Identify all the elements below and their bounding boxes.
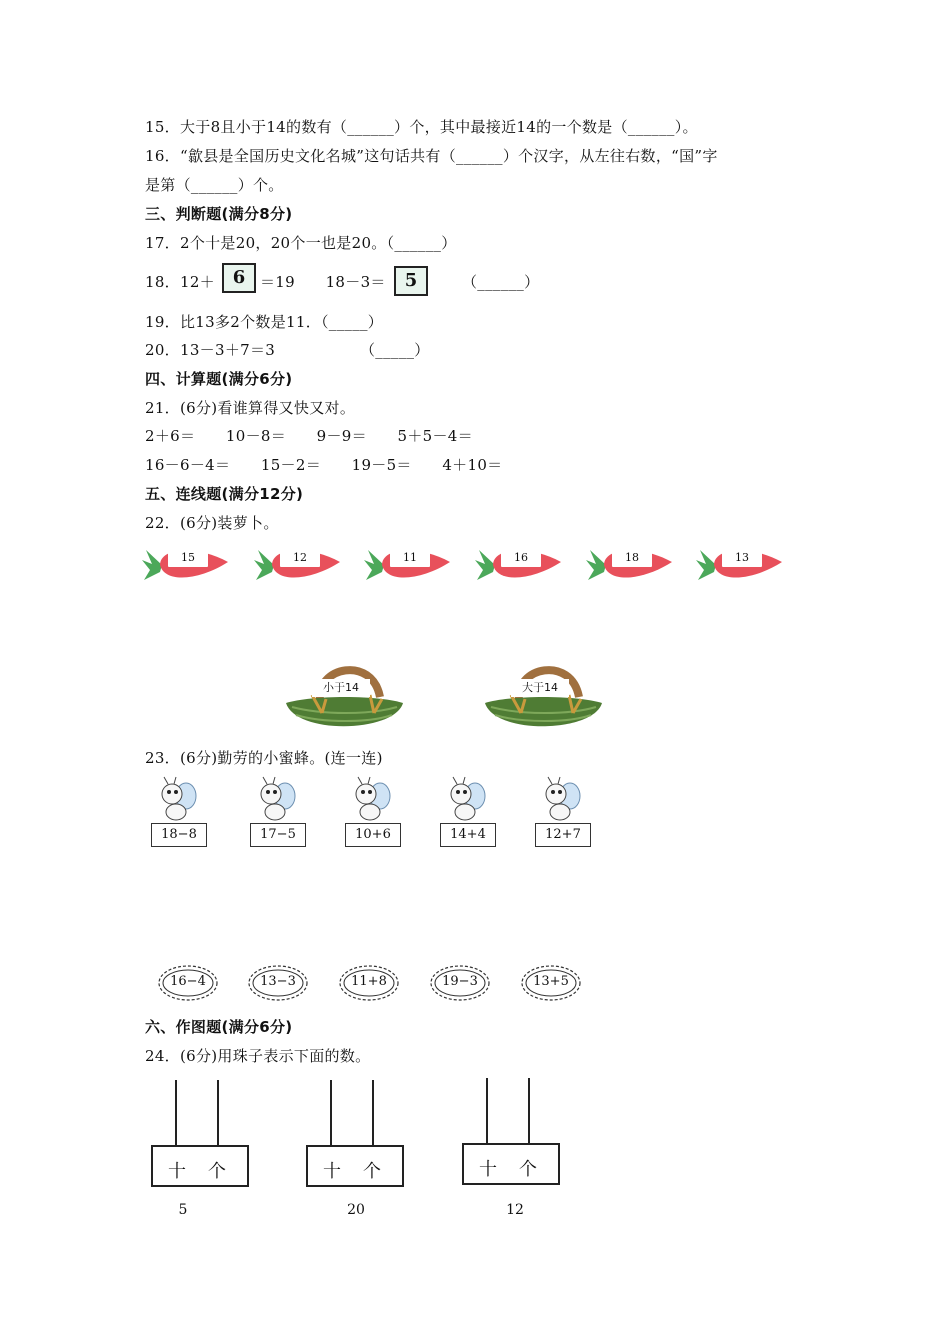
carrot-label: 13 — [722, 549, 762, 567]
carrot-label: 16 — [501, 549, 541, 567]
section-5-heading: 五、连线题(满分12分) — [145, 485, 304, 503]
basket-label-less-than-14: 小于14 — [312, 679, 370, 697]
target-number: 20 — [347, 1202, 365, 1218]
question-15: 15．大于8且小于14的数有（______）个，其中最接近14的一个数是（______）。 — [145, 118, 698, 136]
flower-expression: 13−3 — [260, 974, 296, 989]
question-24: 24．(6分)用珠子表示下面的数。 — [145, 1047, 371, 1065]
flower-expression: 13+5 — [533, 974, 569, 989]
question-18-middle: ＝19 18－3＝ — [260, 273, 386, 291]
question-21: 21．(6分)看谁算得又快又对。 — [145, 399, 356, 417]
target-number: 5 — [178, 1202, 188, 1218]
abacus-icon — [459, 1078, 563, 1190]
bee-icon — [251, 776, 301, 822]
bee-icon — [152, 776, 202, 822]
bee-expression: 12+7 — [535, 823, 591, 847]
flower-expression: 19−3 — [442, 974, 478, 989]
bee-icon — [536, 776, 586, 822]
answer-box-6: 6 — [222, 263, 256, 293]
question-20: 20．13－3＋7＝3 — [145, 341, 276, 359]
abacus-icon — [148, 1078, 252, 1190]
bee-expression: 18−8 — [151, 823, 207, 847]
ones-label: 个 — [363, 1161, 382, 1182]
calc-row-1: 2＋6＝ 10－8＝ 9－9＝ 5＋5－4＝ — [145, 427, 473, 445]
bee-expression: 17−5 — [250, 823, 306, 847]
question-16-line2: 是第（______）个。 — [145, 176, 284, 194]
question-16-line1: 16．“歙县是全国历史文化名城”这句话共有（______）个汉字，从左往右数，“国”字 — [145, 147, 718, 165]
section-3-heading: 三、判断题(满分8分) — [145, 205, 293, 223]
target-number: 12 — [506, 1202, 524, 1218]
tens-label: 十 — [168, 1161, 187, 1182]
abacus-icon — [303, 1078, 407, 1190]
question-18-prefix: 18．12＋ — [145, 273, 215, 291]
carrot-label: 11 — [390, 549, 430, 567]
flower-expression: 11+8 — [351, 974, 387, 989]
carrot-label: 18 — [612, 549, 652, 567]
basket-label-greater-than-14: 大于14 — [511, 679, 569, 697]
carrot-label: 12 — [280, 549, 320, 567]
calc-row-2: 16－6－4＝ 15－2＝ 19－5＝ 4＋10＝ — [145, 456, 503, 474]
bee-icon — [346, 776, 396, 822]
question-18-blank: （______） — [462, 273, 540, 291]
ones-label: 个 — [208, 1161, 227, 1182]
bee-expression: 10+6 — [345, 823, 401, 847]
flower-expression: 16−4 — [170, 974, 206, 989]
question-20-blank: （_____） — [360, 341, 430, 359]
bee-expression: 14+4 — [440, 823, 496, 847]
carrot-label: 15 — [168, 549, 208, 567]
question-22: 22．(6分)装萝卜。 — [145, 514, 279, 532]
question-23: 23．(6分)勤劳的小蜜蜂。(连一连) — [145, 749, 383, 767]
question-19: 19．比13多2个数是11．（_____） — [145, 313, 384, 331]
section-4-heading: 四、计算题(满分6分) — [145, 370, 293, 388]
ones-label: 个 — [519, 1159, 538, 1180]
answer-box-5: 5 — [394, 266, 428, 296]
section-6-heading: 六、作图题(满分6分) — [145, 1018, 293, 1036]
tens-label: 十 — [479, 1159, 498, 1180]
tens-label: 十 — [323, 1161, 342, 1182]
bee-icon — [441, 776, 491, 822]
question-17: 17．2个十是20，20个一也是20。（______） — [145, 234, 457, 252]
